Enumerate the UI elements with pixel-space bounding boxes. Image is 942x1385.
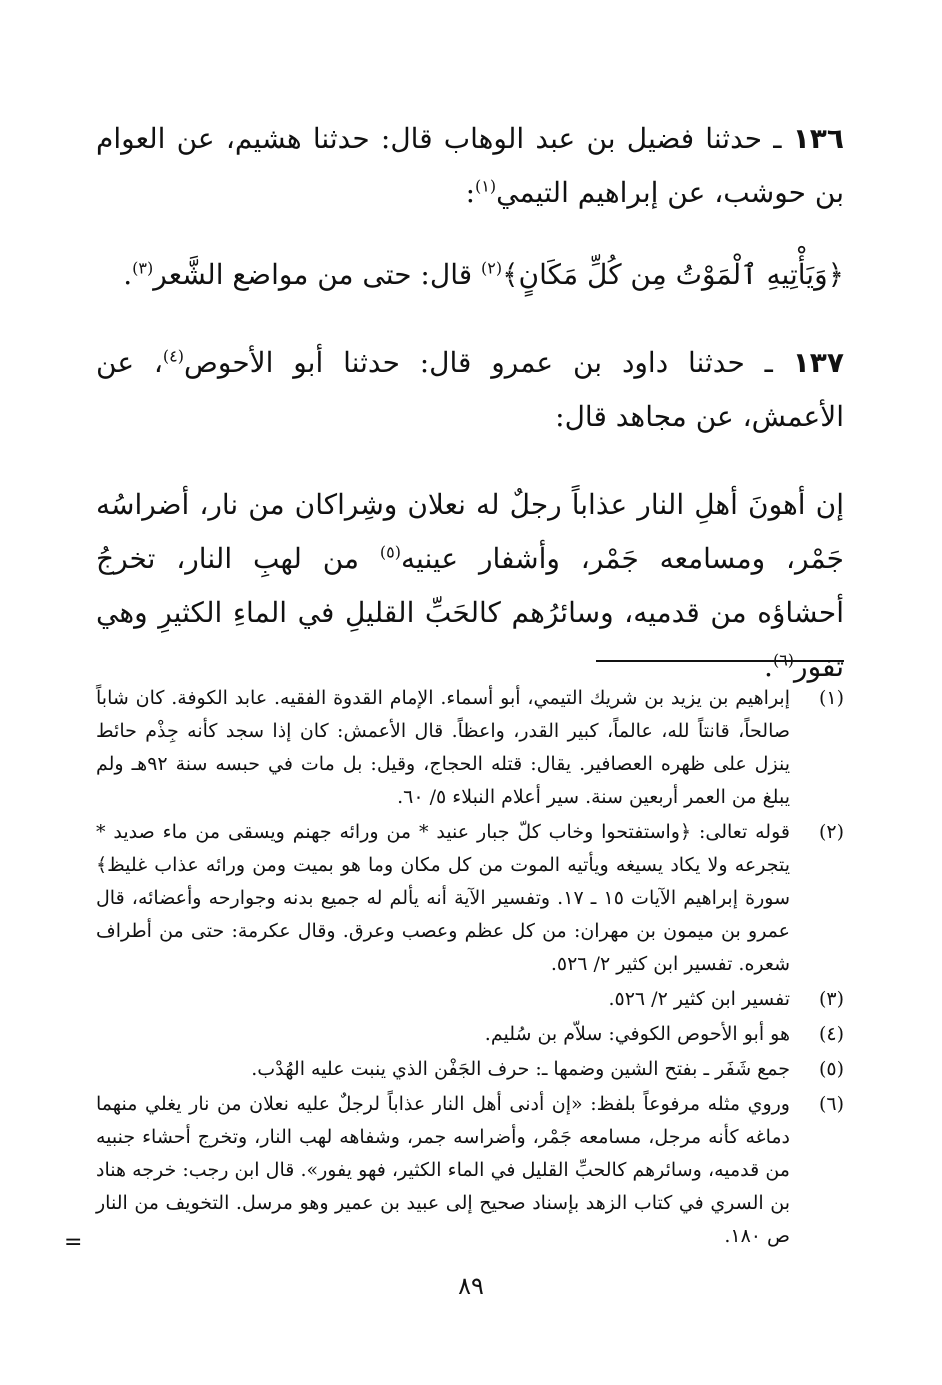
footnote-text: جمع شَفَر ـ بفتح الشين وضمها ـ: حرف الجَفْن الذي ينبت عليه الهُدْب. (251, 1058, 790, 1080)
footnote-number: (٢) (818, 821, 844, 843)
footnote (96, 983, 844, 1016)
footnote-text: إبراهيم بن يزيد بن شريك التيمي، أبو أسماء. الإمام القدوة الفقيه. عابد الكوفة. كان شاباً صالحاً، قانتاً لله، عالماً، كبير القدر، واعظاً. قال الأعمش: كان إذا سجد كأنه جِذْم حائط ينزل على ظهره العصافير. يقال: قتله الحجاج، وقيل: بل مات في حبسه سنة ٩٢هـ ولم يبلغ من العمر أربعين سنة. سير أعلام النبلاء ٥/ ٦٠. (96, 687, 790, 808)
footnotes (96, 682, 844, 1255)
quote-text: من لهبِ النار، تخرجُ أحشاؤه من قدميه، وسائرُهم كالحَبِّ القليلِ في الماءِ الكثيرِ وهي تفور (96, 542, 844, 683)
verse-block (96, 248, 844, 302)
quote-tail: . (764, 650, 773, 683)
hadith-number: ١٣٧ (792, 346, 844, 379)
hadith-number: ١٣٦ (792, 122, 844, 155)
hadith-text-after: ، عن الأعمش، عن مجاهد قال: (96, 346, 844, 433)
footnote-ref: (٣) (132, 258, 154, 278)
continuation-mark: = (64, 1230, 83, 1255)
verse-commentary: قال: حتى من مواضع الشَّعر (153, 258, 473, 291)
hadith-text: ـ حدثنا داود بن عمرو قال: حدثنا أبو الأحوص (184, 346, 773, 379)
footnote-text: هو أبو الأحوص الكوفي: سلاّم بن سُليم. (484, 1023, 790, 1045)
footnote-separator (596, 660, 844, 662)
footnote-number: (٣) (818, 988, 844, 1010)
footnote-ref: (٢) (481, 258, 503, 278)
footnote (96, 1053, 844, 1086)
hadith-137 (96, 336, 844, 444)
footnote-number: (٤) (818, 1023, 844, 1045)
hadith-text: ـ حدثنا فضيل بن عبد الوهاب قال: حدثنا هشيم، عن العوام بن حوشب، عن إبراهيم التيمي (96, 122, 844, 209)
footnote-ref: (٦) (772, 650, 795, 670)
footnote-text: قوله تعالى: ﴿واستفتحوا وخاب كلّ جبار عنيد * من ورائه جهنم ويسقى من ماء صديد * يتجرعه ولا يكاد يسيغه ويأتيه الموت من كل مكان وما هو بميت ومن ورائه عذاب غليظ﴾ سورة إبراهيم الآيات ١٥ ـ ١٧. وتفسير الآية أنه يألم له جميع بدنه وجوارحه وأعضائه، قال عمرو بن ميمون بن مهران: من كل عظم وعصب وعرق. وقال عكرمة: حتى من أطراف شعره. تفسير ابن كثير ٢/ ٥٢٦. (96, 821, 790, 975)
footnote-ref: (٤) (162, 346, 184, 366)
footnote-ref: (٥) (379, 542, 402, 562)
footnote (96, 1088, 844, 1253)
footnote (96, 682, 844, 814)
footnote (96, 1018, 844, 1051)
footnote (96, 816, 844, 981)
hadith-tail: : (465, 176, 476, 209)
quote-text: إن أهونَ أهلِ النار عذاباً رجلٌ له نعلان وشِراكان من نار، أضراسُه جَمْر، ومسامعه جَمْر، وأشفار عينيه (96, 488, 844, 575)
hadith-136 (96, 112, 844, 220)
footnote-number: (٥) (818, 1058, 844, 1080)
footnote-text: تفسير ابن كثير ٢/ ٥٢٦. (608, 988, 790, 1010)
footnote-number: (١) (818, 687, 844, 709)
footnote-text: وروي مثله مرفوعاً بلفظ: «إن أدنى أهل النار عذاباً لرجلٌ عليه نعلان من نار يغلي منهما دماغه كأنه مرجل، مسامعه جَمْر، وأضراسه جمر، وشفاهه لهب النار، وتخرج أحشاء جنبيه من قدميه، وسائرهم كالحبِّ القليل في الماء الكثير، فهو يفور». قال ابن رجب: خرجه هناد بن السري في كتاب الزهد بإسناد صحيح إلى عبيد بن عمير وهو مرسل. التخويف من النار ص ١٨٠. (96, 1093, 790, 1247)
footnote-number: (٦) (818, 1093, 844, 1115)
verse-tail: . (123, 258, 133, 291)
main-text (96, 112, 844, 1247)
quran-verse: ﴿وَيَأْتِيهِ ٱلْمَوْتُ مِن كُلِّ مَكَانٍ﴾ (502, 258, 844, 291)
footnote-ref: (١) (475, 176, 497, 196)
page-number: ٨٩ (458, 1272, 484, 1300)
